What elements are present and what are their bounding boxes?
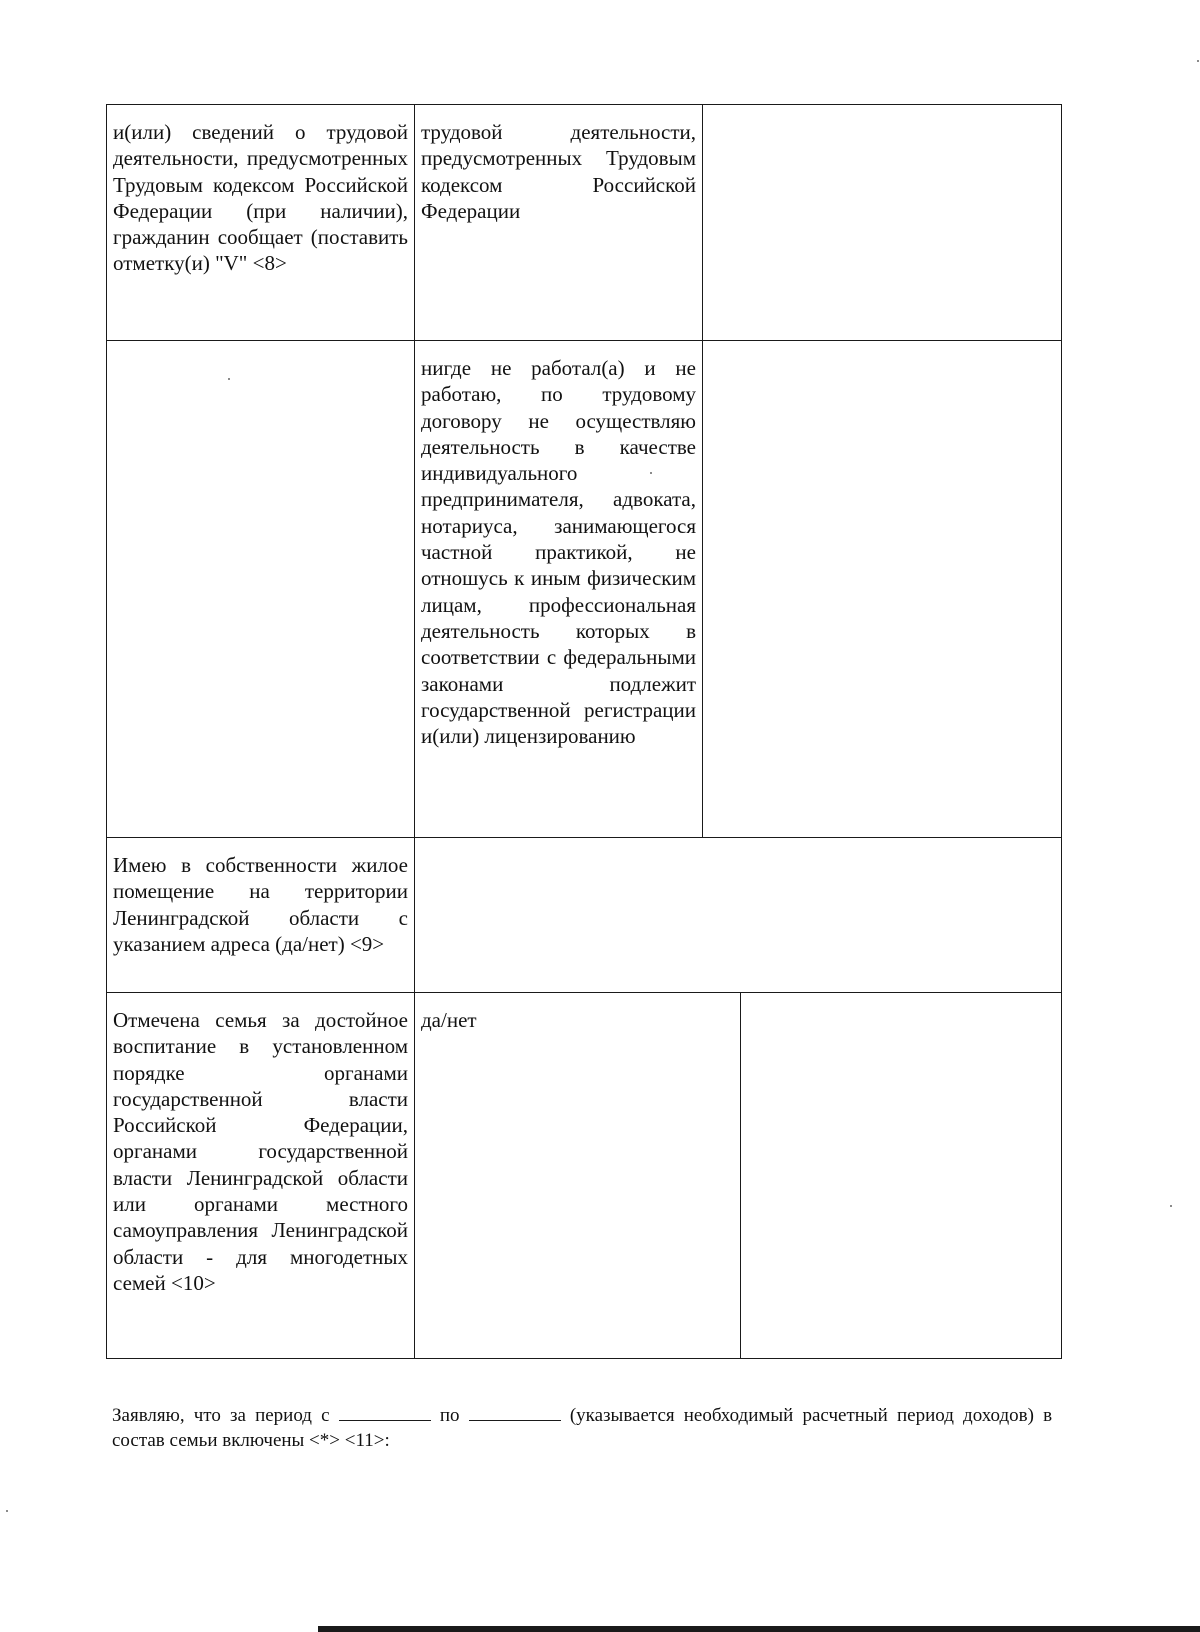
scan-speck: [228, 378, 230, 380]
scan-speck: [1197, 60, 1199, 62]
table-row-property: [107, 838, 1062, 993]
table-row-employment-info: [107, 105, 1062, 341]
row-label-property: Имею в собственности жилое помещение на территории Ленинградской области с указанием адреса (да/нет) <9>: [107, 838, 415, 993]
mark-cell-family-award[interactable]: [741, 993, 1062, 1359]
scan-speck: [1170, 1205, 1172, 1207]
scan-speck: [650, 472, 652, 474]
scan-speck: [6, 1510, 8, 1512]
row-label-empty: [107, 341, 415, 838]
scan-bottom-edge: [318, 1626, 1200, 1632]
value-cell-property[interactable]: [415, 838, 1062, 993]
mark-cell-not-employed[interactable]: [703, 341, 1062, 838]
period-statement: [112, 1402, 1052, 1453]
option-not-employed: нигде не работал(а) и не работаю, по трудовому договору не осуществляю деятельность в качестве индивидуального предпринимателя, адвоката, нотариуса, занимающегося частной практикой, не отношусь к иным физическим лицам, профессиональная деятельность которых в соответствии с федеральными законами подлежит государственной регистрации и(или) лицензированию: [415, 341, 703, 838]
statement-text-to: по: [439, 1405, 460, 1426]
table-row-not-employed: [107, 341, 1062, 838]
mark-cell-labor-activity[interactable]: [703, 105, 1062, 341]
option-labor-activity: трудовой деятельности, предусмотренных Трудовым кодексом Российской Федерации: [415, 105, 703, 341]
row-label-family-award: Отмечена семья за достойное воспитание в установленном порядке органами государственной власти Российской Федерации, органами государственной власти Ленинградской области или органами местного самоуправления Ленинградской области - для многодетных семей <10>: [107, 993, 415, 1359]
statement-text-end: (указывается необходимый расчетный период доходов) в состав семьи включены <*> <11>:: [112, 1405, 1053, 1451]
table-row-family-award: [107, 993, 1062, 1359]
period-end-field[interactable]: [469, 1402, 561, 1421]
period-start-field[interactable]: [339, 1402, 431, 1421]
row-label-employment-info: и(или) сведений о трудовой деятельности, предусмотренных Трудовым кодексом Российской Федерации (при наличии), гражданин сообщает (поставить отметку(и) "V" <8>: [107, 105, 415, 341]
info-table: [106, 104, 1062, 1359]
statement-text-start: Заявляю, что за период с: [112, 1405, 330, 1426]
option-yes-no: да/нет: [415, 993, 741, 1359]
